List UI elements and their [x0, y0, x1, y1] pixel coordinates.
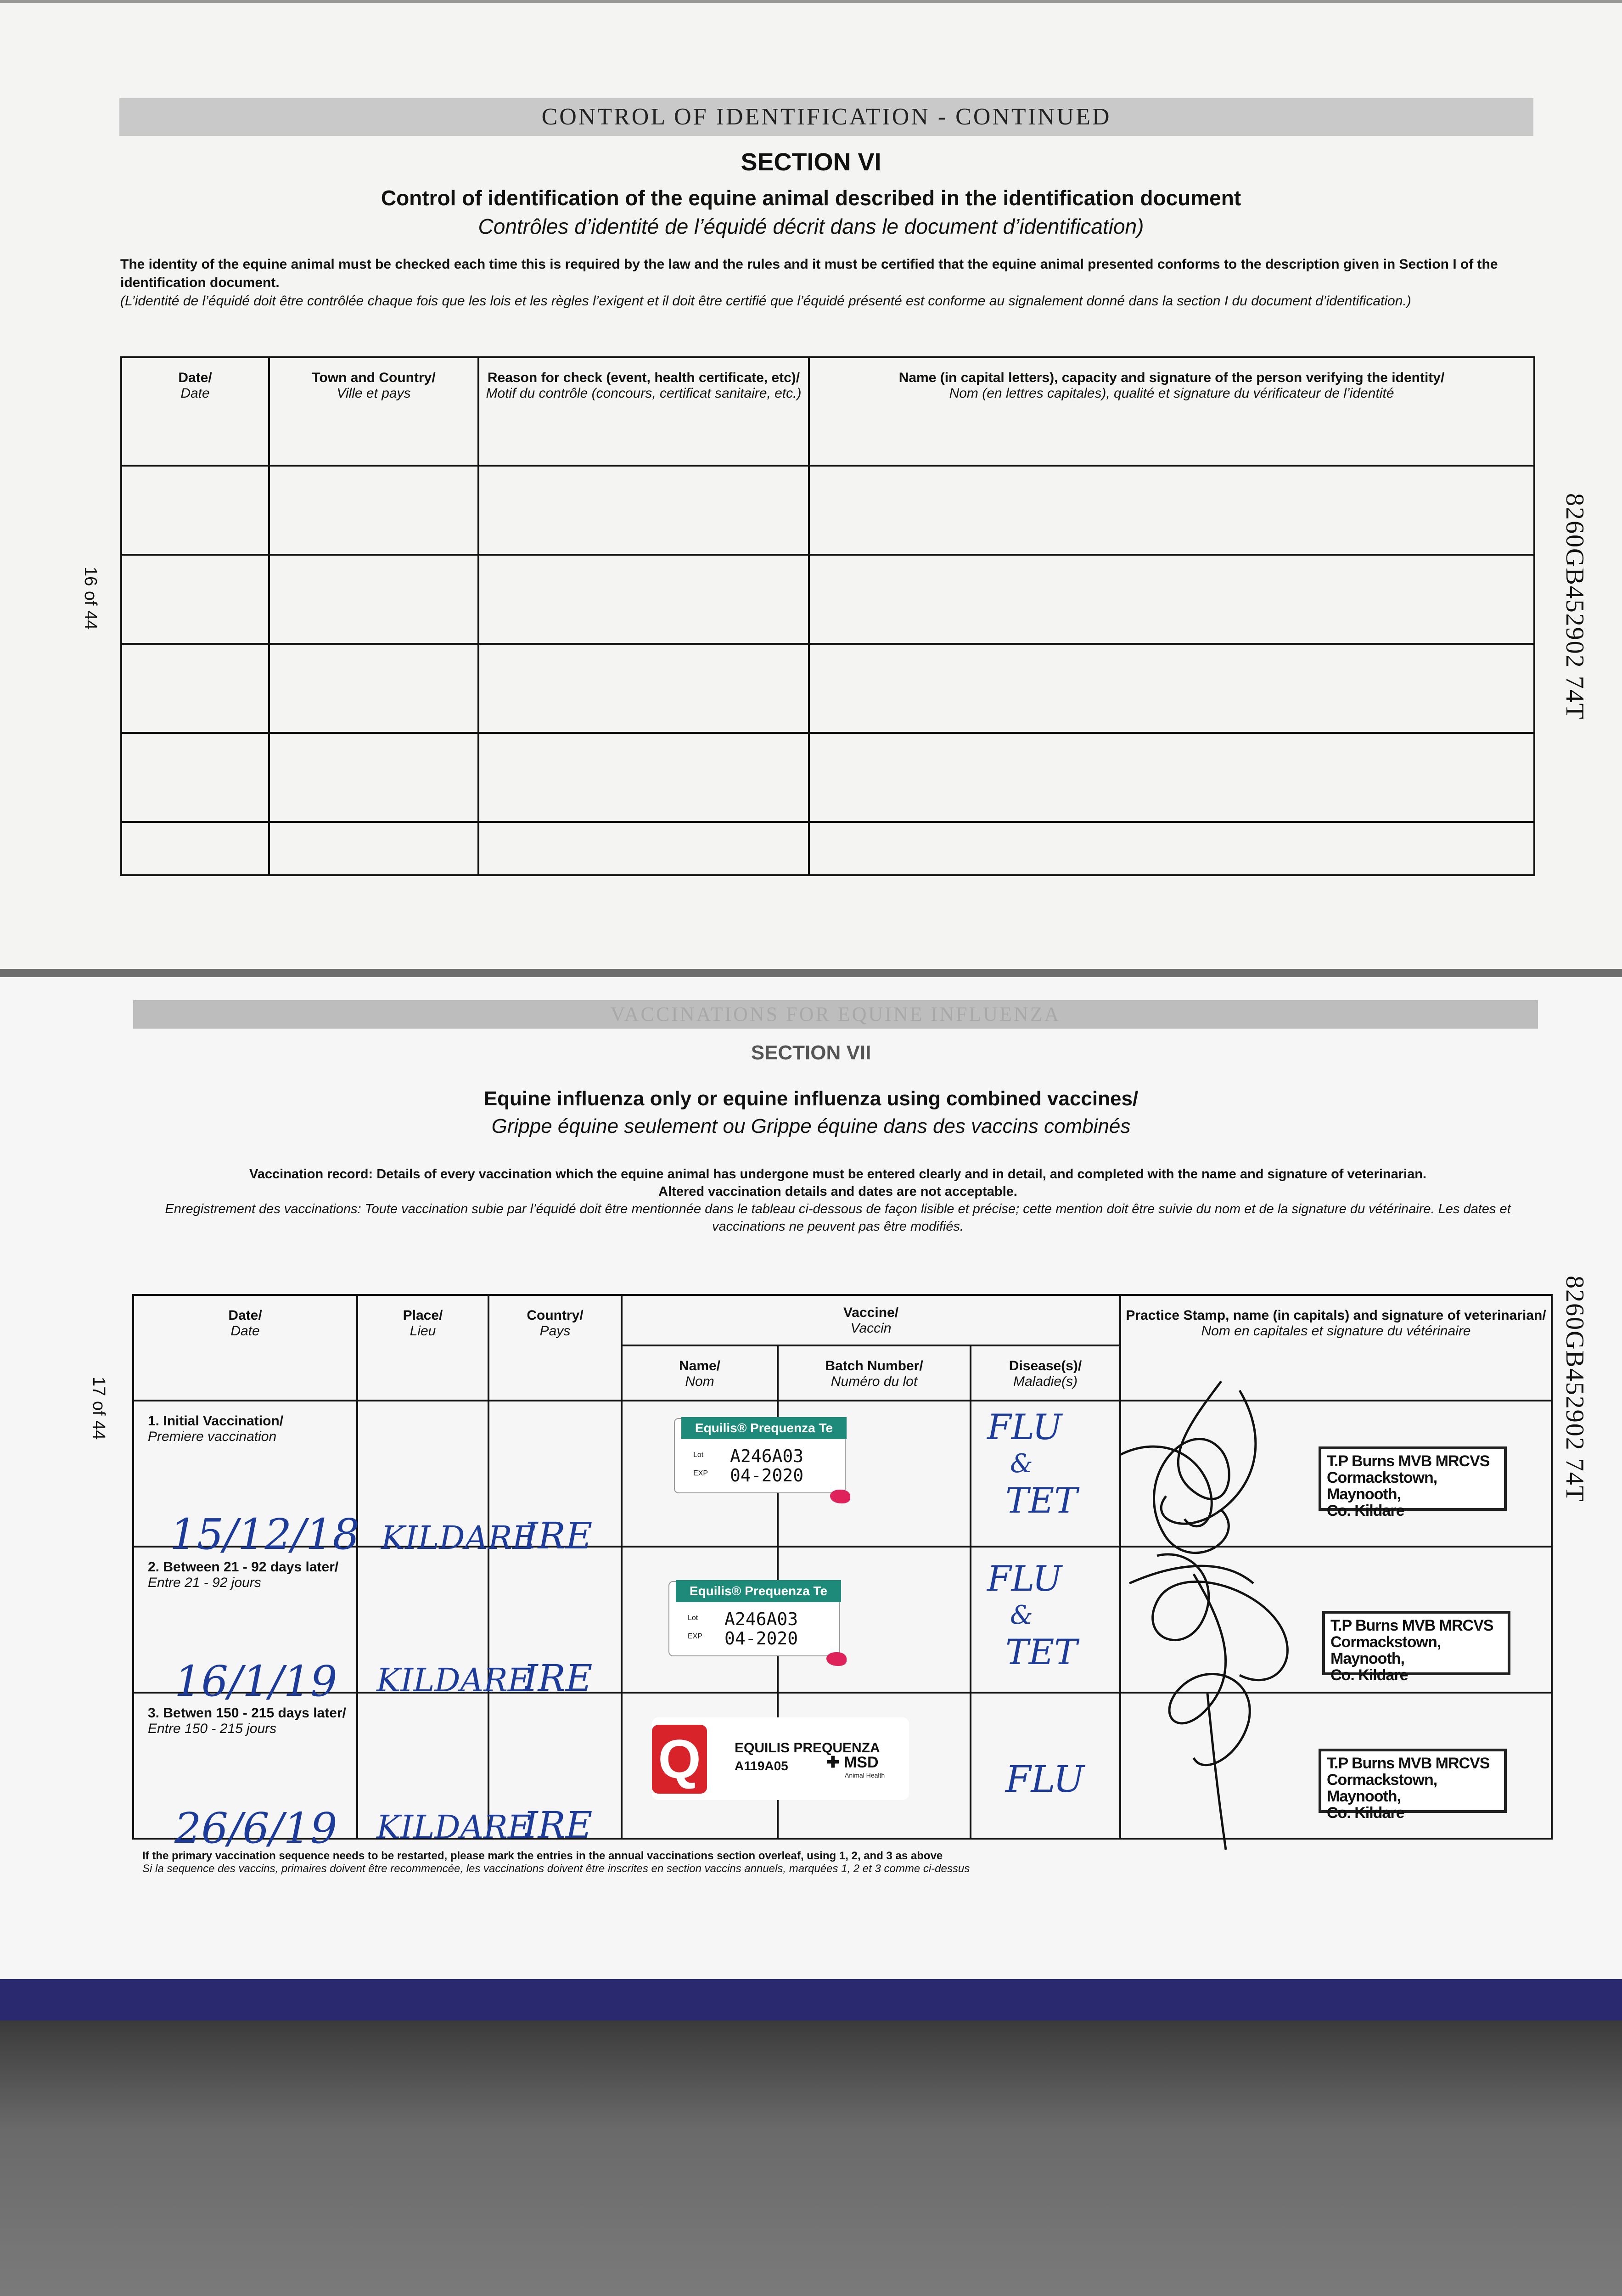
cell[interactable]: [478, 555, 809, 644]
vet-stamp-row3: T.P Burns MVB MRCVS Cormackstown, Maynooth, Co. Kildare: [1319, 1749, 1507, 1813]
vaccine-sticker-row3: Q EQUILIS PREQUENZA A119A05 ✚ MSD Animal Health: [652, 1717, 909, 1800]
table-row: [121, 733, 1534, 822]
intro-text: [120, 255, 1521, 310]
msd-logo-icon: ✚ MSD: [826, 1754, 879, 1771]
col-country: Country/ Pays: [488, 1295, 622, 1401]
cell[interactable]: [809, 466, 1534, 555]
vet-signature: [1102, 1345, 1322, 1873]
cell[interactable]: [121, 555, 269, 644]
col-practice-stamp: Practice Stamp, name (in capitals) and signature of veterinarian/ Nom en capitales et signature du vétérinaire: [1120, 1295, 1552, 1401]
vaccine-sticker-row2: Equilis® Prequenza Te Lot EXP A246A03 04-2020: [668, 1581, 840, 1656]
vet-stamp-row2: T.P Burns MVB MRCVS Cormackstown, Maynooth, Co. Kildare: [1322, 1611, 1510, 1675]
vet-stamp-row1: T.P Burns MVB MRCVS Cormackstown, Maynooth, Co. Kildare: [1319, 1446, 1507, 1511]
cell[interactable]: [809, 822, 1534, 875]
cell[interactable]: [121, 733, 269, 822]
section-heading-fr: Grippe équine seulement ou Grippe équine dans des vaccins combinés: [491, 1115, 1131, 1137]
table-row: [121, 822, 1534, 875]
row2-disease: FLU & TET: [987, 1558, 1078, 1672]
row2-place: KILDARE: [376, 1661, 531, 1699]
document-id: 8260GB452902 74T: [1560, 1276, 1589, 1503]
page-16: [0, 0, 1622, 972]
col-disease: Disease(s)/ Maladie(s): [971, 1345, 1120, 1401]
table-row: [121, 644, 1534, 733]
col-vaccine: Vaccine/ Vaccin: [622, 1295, 1120, 1345]
vaccine-sticker-row1: Equilis® Prequenza Te Lot EXP A246A03 04-2020: [674, 1418, 846, 1493]
cell[interactable]: [478, 733, 809, 822]
row1-country: IRE: [523, 1514, 593, 1557]
section-banner-faded: VACCINATIONS FOR EQUINE INFLUENZA: [133, 1000, 1538, 1029]
col-reason: Reason for check (event, health certificate, etc)/ Motif du contrôle (concours, certificat sanitaire, etc.): [478, 357, 809, 466]
cell[interactable]: [121, 644, 269, 733]
record-text-en-2: Altered vaccination details and dates are not acceptable.: [658, 1184, 1017, 1199]
section-title: SECTION VI: [741, 148, 881, 176]
page-number: 17 of 44: [89, 1377, 108, 1440]
record-text-en: Vaccination record: Details of every vaccination which the equine animal has undergone must be entered clearly and in detail, and completed with the name and signature of veterinarian.: [249, 1167, 1426, 1182]
page-number: 16 of 44: [81, 567, 100, 630]
col-date: Date/ Date: [121, 357, 269, 466]
col-batch-number: Batch Number/ Numéro du lot: [778, 1345, 971, 1401]
cell[interactable]: [269, 555, 478, 644]
footnote: [142, 1850, 970, 1875]
record-text: [133, 1165, 1543, 1235]
record-text-fr: Enregistrement des vaccinations: Toute vaccination subie par l’équidé doit être mentionnée dans le tableau ci-dessous de façon lisible et précise; cette mention doit être suivie du nom et de la signature du vétérinaire. Les dates et vaccinations ne peuvent pas être modifiés.: [165, 1202, 1511, 1234]
section-heading-en: Equine influenza only or equine influenza using combined vaccines/: [483, 1087, 1139, 1110]
table-header-row: [121, 357, 1534, 466]
table-row: [121, 555, 1534, 644]
cell[interactable]: [809, 555, 1534, 644]
page-17: [0, 969, 1622, 2001]
intro-text-fr: (L’identité de l’équidé doit être contrôlée chaque fois que les lois et les règles l’exigent et il doit être certifié que l’équidé présenté est conforme au signalement donné dans la section I du document d’identification.): [120, 293, 1411, 309]
cell[interactable]: [478, 466, 809, 555]
footnote-fr: Si la sequence des vaccins, primaires doivent être recommencée, les vaccinations doivent être inscrites en section vaccins annuels, marquées 1, 2 et 3 comme ci-dessus: [142, 1863, 970, 1875]
section-heading-fr: Contrôles d’identité de l’équidé décrit dans le document d’identification): [478, 214, 1144, 238]
cell[interactable]: [269, 466, 478, 555]
q-logo-icon: Q: [652, 1725, 707, 1794]
row2-country: IRE: [523, 1657, 593, 1699]
section-title: SECTION VII: [751, 1041, 871, 1064]
col-place: Place/ Lieu: [357, 1295, 488, 1401]
ink-dot: [830, 1490, 850, 1503]
cell[interactable]: [269, 644, 478, 733]
cell[interactable]: [121, 822, 269, 875]
col-verifier: Name (in capital letters), capacity and signature of the person verifying the identity/ Nom (en lettres capitales), qualité et signature du vérificateur de l’identité: [809, 357, 1534, 466]
col-town-country: Town and Country/ Ville et pays: [269, 357, 478, 466]
table-row: [121, 466, 1534, 555]
document-id: 8260GB452902 74T: [1560, 493, 1589, 720]
scan-background: [0, 2020, 1622, 2296]
binder-edge: [0, 1979, 1622, 2023]
section-heading-en: Control of identification of the equine animal described in the identification document: [381, 186, 1241, 210]
row1-disease: FLU & TET: [987, 1407, 1078, 1521]
row3-disease: FLU: [1005, 1758, 1084, 1801]
table-header-row: [133, 1295, 1552, 1345]
identity-check-table: [120, 356, 1535, 876]
cell[interactable]: [478, 822, 809, 875]
cell[interactable]: [269, 822, 478, 875]
section-banner: CONTROL OF IDENTIFICATION - CONTINUED: [119, 98, 1533, 136]
row3-date: 26/6/19: [174, 1804, 337, 1853]
row-label: 2. Between 21 - 92 days later/ Entre 21 - 92 jours: [133, 1547, 357, 1693]
cell[interactable]: [809, 733, 1534, 822]
cell[interactable]: [269, 733, 478, 822]
col-vaccine-name: Name/ Nom: [622, 1345, 778, 1401]
row-label: 1. Initial Vaccination/ Premiere vaccination: [133, 1401, 357, 1547]
footnote-en: If the primary vaccination sequence needs to be restarted, please mark the entries in the annual vaccinations section overleaf, using 1, 2, and 3 as above: [142, 1850, 943, 1862]
row2-date: 16/1/19: [174, 1657, 337, 1706]
cell[interactable]: [809, 644, 1534, 733]
cell[interactable]: [478, 644, 809, 733]
row1-date: 15/12/18: [170, 1510, 360, 1559]
cell[interactable]: [121, 466, 269, 555]
ink-dot: [826, 1652, 847, 1666]
intro-text-en: The identity of the equine animal must be checked each time this is required by the law and the rules and it must be certified that the equine animal presented conforms to the description given in Section I of the identification document.: [120, 257, 1498, 290]
row-label: 3. Betwen 150 - 215 days later/ Entre 150 - 215 jours: [133, 1693, 357, 1839]
row3-place: KILDARE: [376, 1808, 531, 1846]
row1-place: KILDARE: [381, 1519, 536, 1557]
row3-country: IRE: [523, 1804, 593, 1846]
col-date: Date/ Date: [133, 1295, 357, 1401]
